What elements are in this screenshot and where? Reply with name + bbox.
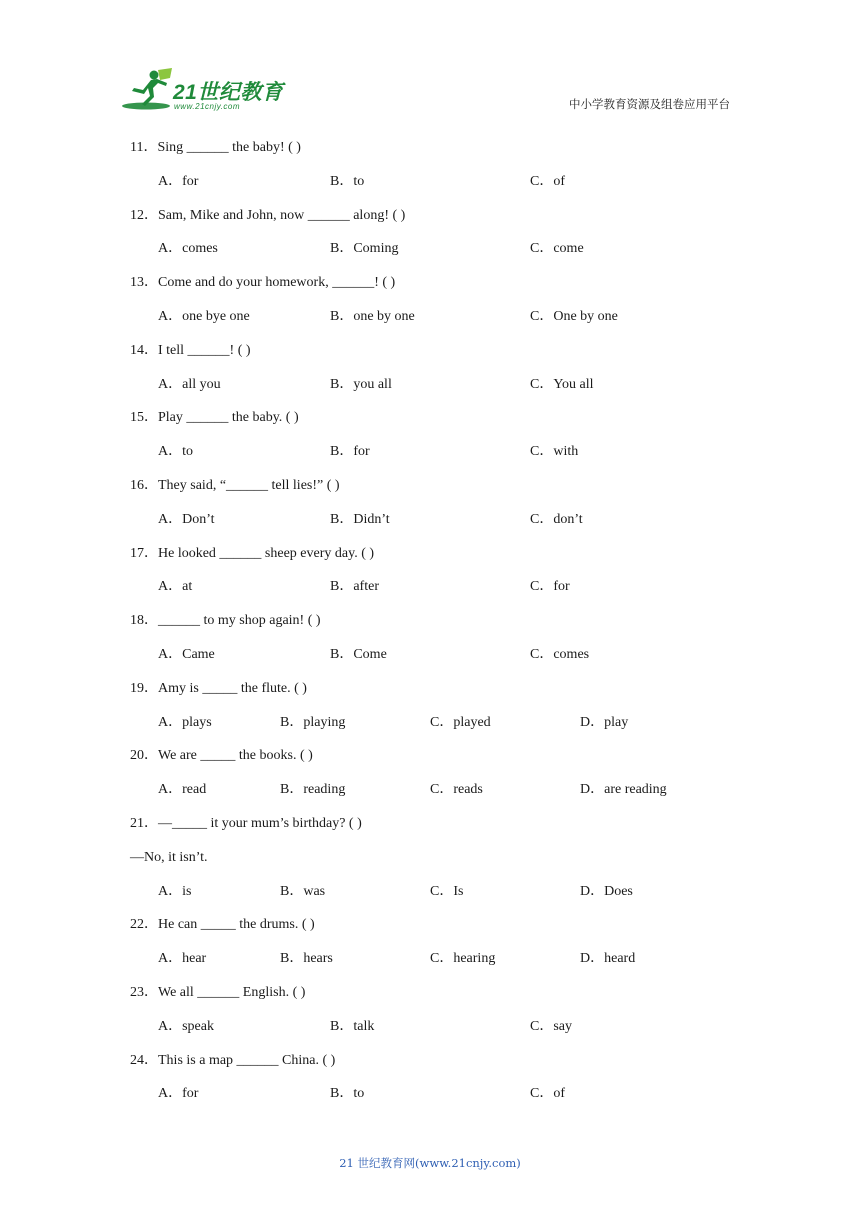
option-a: A．is [158,883,192,899]
option-c: C．don’t [530,511,583,527]
options-row [130,172,750,206]
question-text: 15．Play ______ the baby. ( ) [130,410,299,426]
page-header [0,0,860,125]
option-c: C．of [530,1086,565,1102]
option-c: C．reads [430,782,483,798]
option-a: A．hear [158,951,207,967]
option-a: A．for [158,173,199,189]
option-b: B．Didn’t [330,511,390,527]
option-c: C．hearing [430,951,496,967]
option-c: C．with [530,444,579,460]
question-text: 17．He looked ______ sheep every day. ( ) [130,545,375,561]
option-b: B．after [330,579,379,595]
question-list [130,138,750,1118]
option-b: B．for [330,444,370,460]
option-c: C．say [530,1018,572,1034]
option-d: D．heard [580,951,636,967]
option-c: C．You all [530,376,594,392]
option-b: B．to [330,1086,365,1102]
question-text-line2: —No, it isn’t. [130,849,208,865]
options-row [130,510,750,544]
option-a: A．to [158,444,193,460]
option-b: B．reading [280,782,346,798]
option-a: A．one bye one [158,308,250,324]
question-stem [130,746,750,780]
option-a: A．plays [158,714,212,730]
options-row [130,780,750,814]
question-text: 14．I tell ______! ( ) [130,342,251,358]
question-stem [130,915,750,949]
logo-url: www.21cnjy.com [174,102,240,111]
question-stem [130,611,750,645]
option-b: B．talk [330,1018,375,1034]
logo [120,66,295,116]
options-row [130,1017,750,1051]
option-d: D．play [580,714,629,730]
options-row [130,713,750,747]
option-c: C．for [530,579,570,595]
option-a: A．comes [158,241,218,257]
option-a: A．Came [158,646,215,662]
option-b: B．one by one [330,308,415,324]
option-b: B．you all [330,376,392,392]
question-stem [130,341,750,375]
question-stem [130,138,750,172]
question-text: 16．They said, “______ tell lies!” ( ) [130,477,340,493]
option-a: A．all you [158,376,221,392]
option-b: B．to [330,173,365,189]
runner-logo-icon [120,66,176,114]
options-row [130,949,750,983]
option-c: C．of [530,173,565,189]
question-text: 19．Amy is _____ the flute. ( ) [130,680,307,696]
question-stem [130,679,750,713]
question-text: 12．Sam, Mike and John, now ______ along! ( ) [130,207,406,223]
option-c: C．comes [530,646,590,662]
options-row [130,882,750,916]
option-a: A．at [158,579,193,595]
question-stem [130,206,750,240]
option-c: C．One by one [530,308,618,324]
question-text: 18．______ to my shop again! ( ) [130,613,321,629]
options-row [130,1084,750,1118]
option-d: D．Does [580,883,633,899]
options-row [130,239,750,273]
option-a: A．for [158,1086,199,1102]
question-stem [130,983,750,1017]
option-c: C．played [430,714,491,730]
question-stem [130,476,750,510]
option-b: B．hears [280,951,333,967]
question-text: 21．—_____ it your mum’s birthday? ( ) [130,815,362,831]
header-tagline: 中小学教育资源及组卷应用平台 [569,97,730,111]
question-text: 23．We all ______ English. ( ) [130,984,306,1000]
page-footer: 21 世纪教育网(www.21cnjy.com) [339,1156,521,1170]
options-row [130,375,750,409]
question-stem [130,408,750,442]
options-row [130,645,750,679]
question-text: 22．He can _____ the drums. ( ) [130,917,315,933]
option-b: B．Come [330,646,387,662]
option-c: C．come [530,241,584,257]
logo-text: 21世纪教育 [173,81,284,104]
option-b: B．was [280,883,326,899]
question-text: 20．We are _____ the books. ( ) [130,748,313,764]
question-text: 11．Sing ______ the baby! ( ) [130,140,301,155]
options-row [130,577,750,611]
options-row [130,307,750,341]
question-stem [130,814,750,848]
option-d: D．are reading [580,782,667,798]
options-row [130,442,750,476]
question-text: 24．This is a map ______ China. ( ) [130,1052,336,1068]
option-b: B．Coming [330,241,399,257]
option-a: A．speak [158,1018,214,1034]
option-c: C．Is [430,883,464,899]
question-stem [130,1051,750,1085]
question-stem-continued [130,848,750,882]
option-a: A．Don’t [158,511,215,527]
question-stem [130,273,750,307]
option-b: B．playing [280,714,346,730]
option-a: A．read [158,782,207,798]
question-text: 13．Come and do your homework, ______! ( ) [130,275,396,291]
question-stem [130,544,750,578]
